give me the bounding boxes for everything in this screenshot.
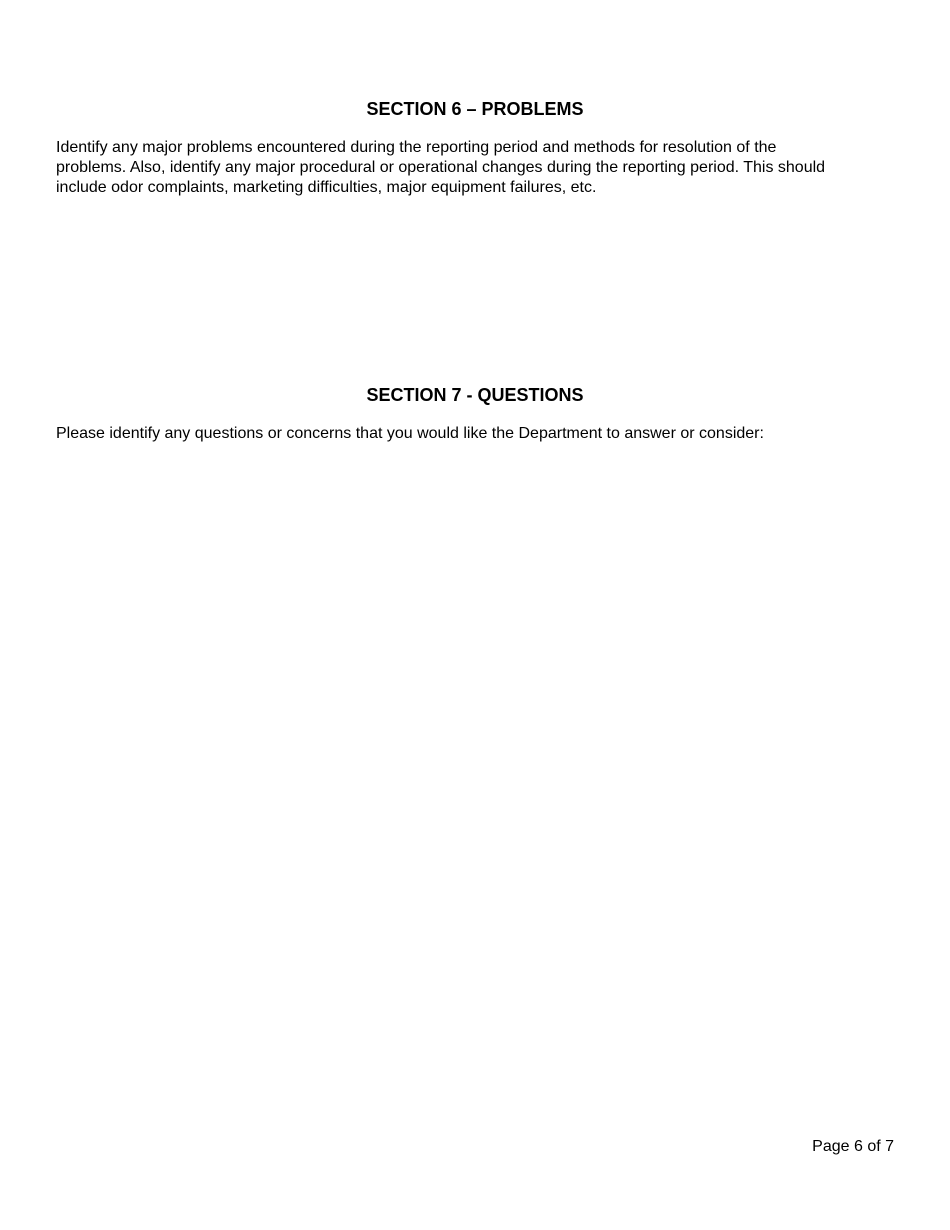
section-7-instructions: Please identify any questions or concerns that you would like the Department to answer or consider:: [56, 425, 764, 442]
instruction-line: Identify any major problems encountered during the reporting period and methods for resolution of the: [56, 139, 777, 156]
section-6-instructions: [56, 138, 901, 198]
section-6-heading: SECTION 6 – PROBLEMS: [366, 99, 584, 119]
instruction-line: include odor complaints, marketing difficulties, major equipment failures, etc.: [56, 179, 597, 196]
section-7-heading: SECTION 7 - QUESTIONS: [366, 385, 584, 405]
page-number: Page 6 of 7: [812, 1138, 894, 1155]
instruction-line: problems. Also, identify any major procedural or operational changes during the reporting period. This should: [56, 159, 826, 176]
